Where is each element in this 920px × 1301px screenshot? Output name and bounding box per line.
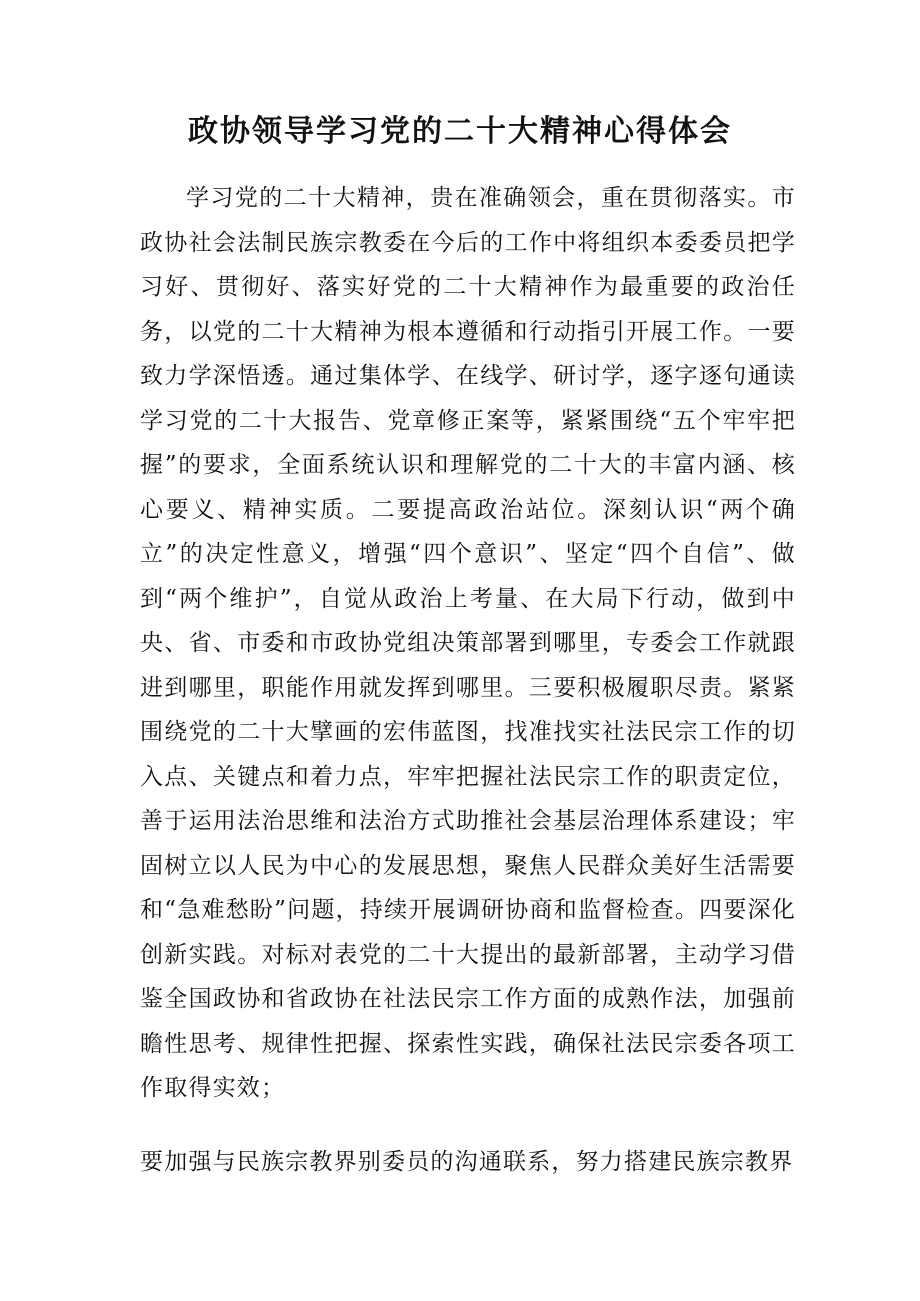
body-paragraph-1: 学习党的二十大精神，贵在准确领会，重在贯彻落实。市政协社会法制民族宗教委在今后的工作中将组织本委委员把学习好、贯彻好、落实好党的二十大精神作为最重要的政治任务，以党的二十大精神为根本遵循和行动指引开展工作。一要致力学深悟透。通过集体学、在线学、研讨学，逐字逐句通读学习党的二十大报告、党章修正案等，紧紧围绕“五个牢牢把握”的要求，全面系统认识和理解党的二十大的丰富内涵、核心要义、精神实质。二要提高政治站位。深刻认识“两个确立”的决定性意义，增强“四个意识”、坚定“四个自信”、做到“两个维护”，自觉从政治上考量、在大局下行动，做到中央、省、市委和市政协党组决策部署到哪里，专委会工作就跟进到哪里，职能作用就发挥到哪里。三要积极履职尽责。紧紧围绕党的二十大擘画的宏伟蓝图，找准找实社法民宗工作的切入点、关键点和着力点，牢牢把握社法民宗工作的职责定位，善于运用法治思维和法治方式助推社会基层治理体系建设；牢固树立以人民为中心的发展思想，聚焦人民群众美好生活需要和“急难愁盼”问题，持续开展调研协商和监督检查。四要深化创新实践。对标对表党的二十大提出的最新部署，主动学习借鉴全国政协和省政协在社法民宗工作方面的成熟作法，加强前瞻性思考、规律性把握、探索性实践，确保社法民宗委各项工作取得实效；	[140, 185, 796, 1101]
document-title: 政协领导学习党的二十大精神心得体会	[188, 114, 732, 149]
document-body	[140, 176, 796, 1111]
body-paragraph-2: 要加强与民族宗教界别委员的沟通联系，努力搭建民族宗教界	[140, 1149, 794, 1175]
